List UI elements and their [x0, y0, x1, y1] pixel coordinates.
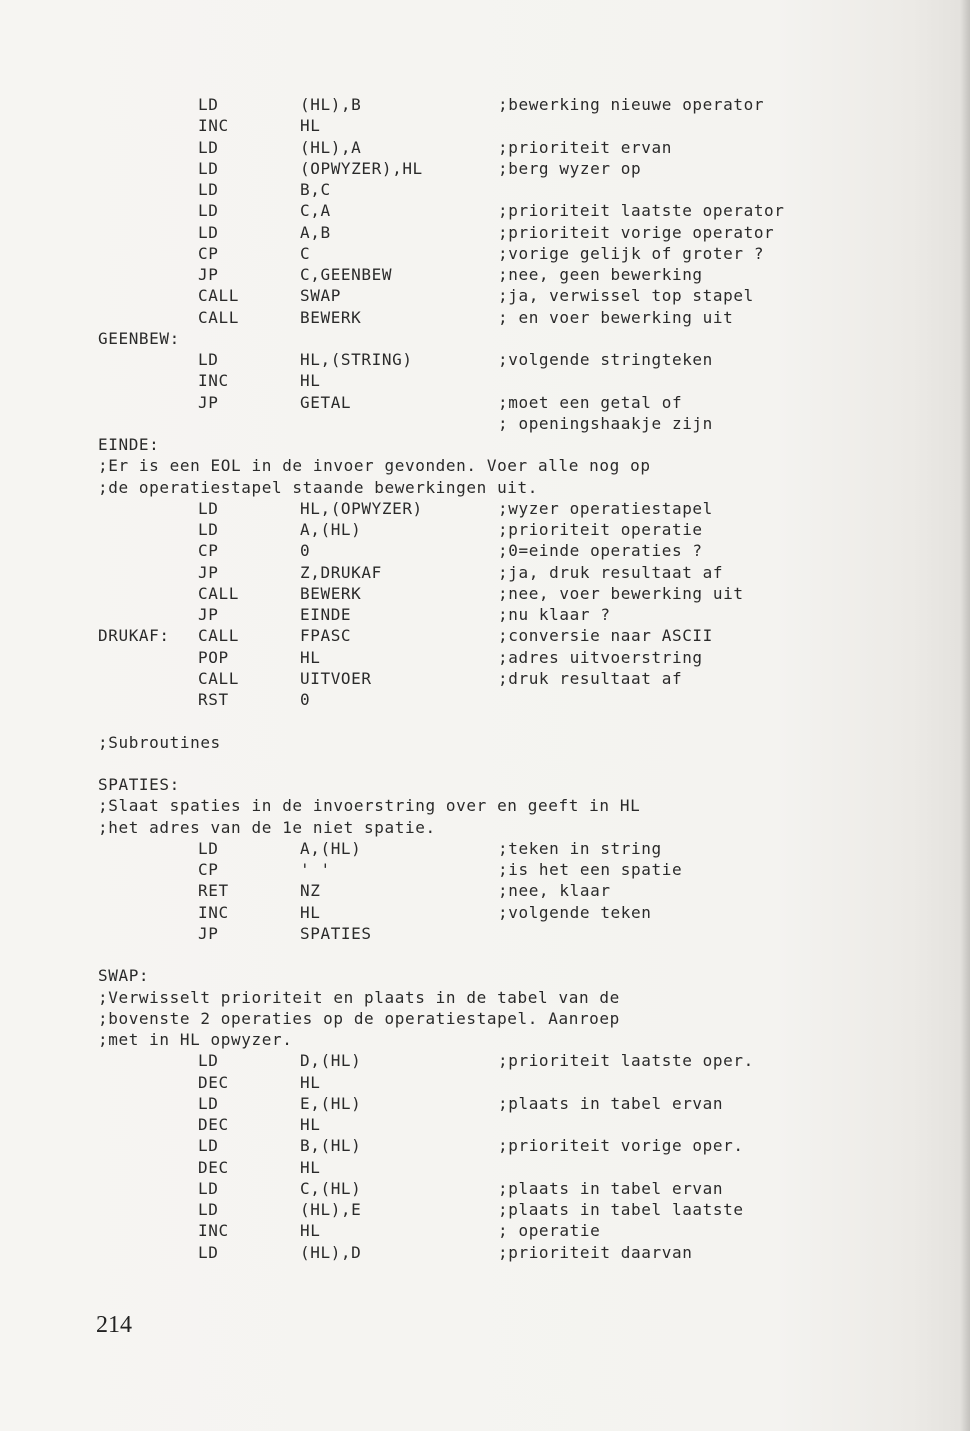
- code-label: SPATIES:: [98, 775, 180, 794]
- code-line: [0, 583, 970, 605]
- code-comment: ;adres uitvoerstring: [498, 647, 703, 667]
- code-operand: HL: [300, 116, 321, 136]
- code-line: [0, 902, 970, 924]
- code-operand: NZ: [300, 881, 321, 901]
- code-line: [0, 838, 970, 860]
- code-line: [0, 1008, 970, 1030]
- code-line: [0, 137, 970, 159]
- code-mnemonic: LD: [198, 137, 219, 157]
- code-mnemonic: LD: [198, 95, 219, 114]
- code-comment: ;bewerking nieuwe operator: [498, 95, 765, 114]
- code-line: [0, 1242, 970, 1264]
- code-line: [0, 1199, 970, 1221]
- code-mnemonic: LD: [198, 350, 219, 369]
- code-operand: B,C: [300, 180, 331, 199]
- code-comment: ;teken in string: [498, 838, 662, 858]
- code-operand: FPASC: [300, 626, 352, 646]
- code-mnemonic: LD: [198, 1093, 219, 1113]
- code-comment: ;nee, voer bewerking uit: [498, 583, 744, 603]
- comment-text: ;het adres van de 1e niet spatie.: [98, 817, 436, 837]
- code-mnemonic: INC: [198, 371, 229, 391]
- comment-text: ;de operatiestapel staande bewerkingen uit.: [98, 477, 539, 497]
- code-mnemonic: LD: [198, 180, 219, 199]
- code-comment: ;prioriteit vorige operator: [498, 222, 775, 242]
- code-line: [0, 540, 970, 562]
- code-line: [0, 625, 970, 647]
- code-operand: ' ': [300, 860, 331, 879]
- code-comment: ; en voer bewerking uit: [498, 307, 734, 327]
- code-mnemonic: LD: [198, 1200, 219, 1219]
- code-comment: ;plaats in tabel ervan: [498, 1093, 724, 1113]
- code-operand: HL,(OPWYZER): [300, 498, 423, 518]
- code-line: [0, 243, 970, 265]
- blank-line: [0, 753, 970, 775]
- code-line: [0, 668, 970, 690]
- code-comment: ;plaats in tabel ervan: [498, 1178, 724, 1198]
- comment-text: ;Verwisselt prioriteit en plaats in de tabel van de: [98, 987, 620, 1007]
- code-comment: ;wyzer operatiestapel: [498, 498, 713, 518]
- code-operand: 0: [300, 541, 311, 561]
- comment-text: ;met in HL opwyzer.: [98, 1030, 293, 1049]
- code-line: [0, 923, 970, 945]
- code-comment: ;plaats in tabel laatste: [498, 1200, 744, 1219]
- code-mnemonic: JP: [198, 265, 219, 284]
- code-mnemonic: INC: [198, 116, 229, 136]
- code-operand: E,(HL): [300, 1093, 362, 1113]
- code-operand: 0: [300, 690, 311, 709]
- code-operand: B,(HL): [300, 1136, 362, 1156]
- code-line: [0, 115, 970, 137]
- code-line: [0, 562, 970, 584]
- code-mnemonic: CALL: [198, 626, 239, 646]
- code-line: [0, 604, 970, 626]
- code-operand: A,(HL): [300, 520, 362, 539]
- code-mnemonic: CP: [198, 243, 219, 263]
- code-operand: SWAP: [300, 286, 341, 306]
- code-mnemonic: LD: [198, 838, 219, 858]
- code-comment: ;nee, geen bewerking: [498, 265, 703, 284]
- code-mnemonic: JP: [198, 562, 219, 582]
- code-line: [0, 1093, 970, 1115]
- code-operand: SPATIES: [300, 923, 372, 943]
- code-comment: ;vorige gelijk of groter ?: [498, 243, 765, 263]
- comment-text: ;Subroutines: [98, 732, 221, 752]
- code-label: DRUKAF:: [98, 626, 170, 646]
- code-label: GEENBEW:: [98, 328, 180, 348]
- code-mnemonic: INC: [198, 902, 229, 922]
- code-operand: HL,(STRING): [300, 350, 413, 369]
- code-mnemonic: LD: [198, 520, 219, 539]
- code-mnemonic: RET: [198, 881, 229, 901]
- code-comment: ;prioriteit laatste oper.: [498, 1051, 754, 1071]
- code-line: [0, 880, 970, 902]
- code-comment: ;volgende stringteken: [498, 350, 713, 369]
- code-line: [0, 965, 970, 987]
- code-label: SWAP:: [98, 966, 150, 986]
- code-line: [0, 519, 970, 541]
- code-operand: BEWERK: [300, 307, 362, 327]
- code-mnemonic: LD: [198, 1242, 219, 1262]
- code-comment: ;is het een spatie: [498, 860, 683, 879]
- page-number: 214: [96, 1312, 132, 1338]
- code-line: [0, 158, 970, 180]
- code-line: [0, 370, 970, 392]
- code-operand: D,(HL): [300, 1051, 362, 1071]
- code-line: [0, 732, 970, 754]
- code-operand: HL: [300, 1115, 321, 1134]
- code-mnemonic: JP: [198, 392, 219, 412]
- code-label: EINDE:: [98, 435, 160, 454]
- code-line: [0, 1157, 970, 1179]
- code-line: [0, 455, 970, 477]
- code-comment: ;conversie naar ASCII: [498, 626, 713, 646]
- code-line: [0, 689, 970, 711]
- code-operand: HL: [300, 1157, 321, 1177]
- comment-text: ;bovenste 2 operaties op de operatiestapel. Aanroep: [98, 1008, 620, 1028]
- code-line: [0, 859, 970, 881]
- code-comment: ;prioriteit laatste operator: [498, 201, 785, 221]
- code-mnemonic: DEC: [198, 1072, 229, 1092]
- code-operand: (HL),D: [300, 1242, 362, 1262]
- code-operand: HL: [300, 371, 321, 391]
- code-line: [0, 987, 970, 1009]
- code-mnemonic: LD: [198, 1136, 219, 1156]
- code-comment: ;ja, druk resultaat af: [498, 562, 724, 582]
- code-line: [0, 817, 970, 839]
- code-comment: ;druk resultaat af: [498, 668, 683, 688]
- code-mnemonic: LD: [198, 201, 219, 221]
- code-comment: ;berg wyzer op: [498, 158, 642, 178]
- code-mnemonic: CALL: [198, 668, 239, 688]
- code-mnemonic: POP: [198, 647, 229, 667]
- code-line: [0, 179, 970, 201]
- code-comment: ;volgende teken: [498, 902, 652, 922]
- code-mnemonic: LD: [198, 222, 219, 242]
- code-line: [0, 94, 970, 116]
- code-mnemonic: INC: [198, 1221, 229, 1241]
- code-line: [0, 392, 970, 414]
- code-comment: ; operatie: [498, 1221, 601, 1241]
- page-edge-shadow: [960, 0, 970, 1431]
- code-comment: ;prioriteit operatie: [498, 520, 703, 539]
- code-operand: EINDE: [300, 605, 352, 624]
- code-operand: (HL),A: [300, 137, 362, 157]
- code-operand: HL: [300, 1072, 321, 1092]
- code-mnemonic: LD: [198, 1178, 219, 1198]
- code-comment: ; openingshaakje zijn: [498, 413, 713, 433]
- code-operand: Z,DRUKAF: [300, 562, 382, 582]
- code-mnemonic: LD: [198, 498, 219, 518]
- code-comment: ;prioriteit vorige oper.: [498, 1136, 744, 1156]
- code-operand: A,(HL): [300, 838, 362, 858]
- code-comment: ;0=einde operaties ?: [498, 541, 703, 561]
- code-operand: HL: [300, 902, 321, 922]
- code-mnemonic: CALL: [198, 583, 239, 603]
- code-comment: ;ja, verwissel top stapel: [498, 286, 754, 306]
- code-operand: (OPWYZER),HL: [300, 158, 423, 178]
- code-line: [0, 498, 970, 520]
- code-line: [0, 1114, 970, 1136]
- blank-line: [0, 944, 970, 966]
- code-mnemonic: DEC: [198, 1115, 229, 1134]
- code-comment: ;moet een getal of: [498, 392, 683, 412]
- code-line: [0, 328, 970, 350]
- code-mnemonic: CALL: [198, 307, 239, 327]
- code-operand: A,B: [300, 222, 331, 242]
- code-line: [0, 307, 970, 329]
- comment-text: ;Er is een EOL in de invoer gevonden. Voer alle nog op: [98, 456, 651, 476]
- code-line: [0, 774, 970, 796]
- code-mnemonic: CP: [198, 541, 219, 561]
- code-line: [0, 349, 970, 371]
- code-line: [0, 222, 970, 244]
- code-mnemonic: LD: [198, 158, 219, 178]
- code-line: [0, 413, 970, 435]
- code-mnemonic: RST: [198, 690, 229, 709]
- code-mnemonic: DEC: [198, 1157, 229, 1177]
- code-line: [0, 1072, 970, 1094]
- code-mnemonic: LD: [198, 1051, 219, 1071]
- code-comment: ;nee, klaar: [498, 881, 611, 901]
- code-comment: ;nu klaar ?: [498, 605, 611, 624]
- code-line: [0, 200, 970, 222]
- code-operand: C,A: [300, 201, 331, 221]
- code-mnemonic: JP: [198, 923, 219, 943]
- code-mnemonic: CP: [198, 860, 219, 879]
- code-operand: HL: [300, 1221, 321, 1241]
- comment-text: ;Slaat spaties in de invoerstring over en geeft in HL: [98, 796, 641, 816]
- code-line: [0, 1178, 970, 1200]
- code-line: [0, 1029, 970, 1051]
- code-line: [0, 795, 970, 817]
- code-line: [0, 1050, 970, 1072]
- code-operand: (HL),E: [300, 1200, 362, 1219]
- code-line: [0, 285, 970, 307]
- code-operand: (HL),B: [300, 95, 362, 114]
- code-operand: GETAL: [300, 392, 352, 412]
- code-mnemonic: CALL: [198, 286, 239, 306]
- code-line: [0, 434, 970, 456]
- code-mnemonic: JP: [198, 605, 219, 624]
- code-operand: UITVOER: [300, 668, 372, 688]
- code-line: [0, 647, 970, 669]
- code-operand: C,GEENBEW: [300, 265, 393, 284]
- code-operand: C: [300, 243, 311, 263]
- code-operand: BEWERK: [300, 583, 362, 603]
- code-comment: ;prioriteit daarvan: [498, 1242, 693, 1262]
- code-operand: C,(HL): [300, 1178, 362, 1198]
- code-line: [0, 1135, 970, 1157]
- code-operand: HL: [300, 647, 321, 667]
- blank-line: [0, 710, 970, 732]
- code-line: [0, 1220, 970, 1242]
- code-comment: ;prioriteit ervan: [498, 137, 672, 157]
- code-line: [0, 477, 970, 499]
- code-line: [0, 264, 970, 286]
